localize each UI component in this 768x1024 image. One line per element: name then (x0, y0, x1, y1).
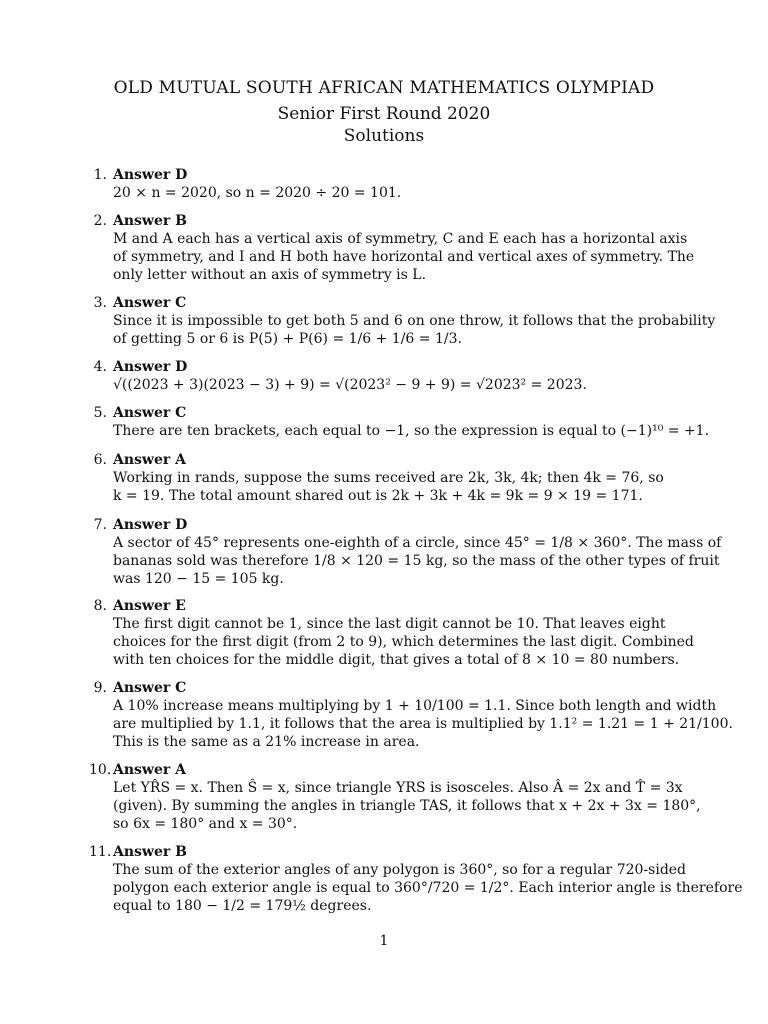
document-title: OLD MUTUAL SOUTH AFRICAN MATHEMATICS OLYMPIAD (113, 78, 655, 98)
explanation-line: 20 × n = 2020, so n = 2020 ÷ 20 = 101. (113, 185, 402, 201)
answer-label: Answer B (113, 844, 187, 860)
answer-label: Answer D (113, 167, 188, 183)
answer-explanation (113, 697, 733, 751)
page-number: 1 (379, 933, 389, 949)
answer-explanation (113, 230, 695, 284)
explanation-line: polygon each exterior angle is equal to 360°/720 = 1/2°. Each interior angle is therefore (113, 880, 743, 896)
explanation-line: bananas sold was therefore 1/8 × 120 = 15 kg, so the mass of the other types of fruit (113, 553, 720, 569)
explanation-line: only letter without an axis of symmetry is L. (113, 267, 427, 283)
explanation-line: are multiplied by 1.1, it follows that the area is multiplied by 1.1² = 1.21 = 1 + 21/100. (113, 716, 733, 732)
explanation-line: This is the same as a 21% increase in area. (113, 734, 420, 750)
item-number: 1. (93, 167, 107, 183)
explanation-line: A sector of 45° represents one-eighth of a circle, since 45° = 1/8 × 360°. The mass of (113, 535, 722, 551)
answer-label: Answer A (113, 452, 186, 468)
explanation-line: The sum of the exterior angles of any polygon is 360°, so for a regular 720-sided (113, 862, 687, 878)
answer-explanation (113, 312, 716, 348)
answer-explanation (113, 376, 661, 394)
item-number: 5. (93, 405, 107, 421)
explanation-line: choices for the first digit (from 2 to 9), which determines the last digit. Combined (113, 634, 694, 650)
explanation-line: of getting 5 or 6 is P(5) + P(6) = 1/6 + 1/6 = 1/3. (113, 331, 462, 347)
item-number: 11. (89, 844, 112, 860)
answer-label: Answer A (113, 762, 186, 778)
answer-label: Answer E (113, 598, 186, 614)
explanation-line: was 120 − 15 = 105 kg. (113, 571, 284, 587)
explanation-line: √((2023 + 3)(2023 − 3) + 9) = √(2023² − 9 + 9) = √2023² = 2023. (113, 377, 587, 393)
answer-label: Answer B (113, 213, 187, 229)
answer-explanation (113, 422, 710, 440)
answer-label: Answer C (113, 405, 187, 421)
explanation-line: M and A each has a vertical axis of symmetry, C and E each has a horizontal axis (113, 231, 688, 247)
explanation-line: of symmetry, and I and H both have horizontal and vertical axes of symmetry. The (113, 249, 695, 265)
item-number: 4. (93, 359, 107, 375)
item-number: 2. (93, 213, 107, 229)
explanation-line: so 6x = 180° and x = 30°. (113, 816, 298, 832)
item-number: 7. (93, 517, 107, 533)
item-number: 6. (93, 452, 107, 468)
document-subtitle-solutions: Solutions (343, 126, 425, 146)
explanation-line: (given). By summing the angles in triangle TAS, it follows that x + 2x + 3x = 180°, (113, 798, 701, 814)
answer-explanation (113, 184, 661, 202)
explanation-line: Let YR̂S = x. Then Ŝ = x, since triangle YRS is isosceles. Also Â = 2x and T̂ = 3x (113, 780, 683, 796)
answer-label: Answer D (113, 359, 188, 375)
item-number: 8. (93, 598, 107, 614)
explanation-line: k = 19. The total amount shared out is 2k + 3k + 4k = 9k = 9 × 19 = 171. (113, 488, 643, 504)
explanation-line: with ten choices for the middle digit, that gives a total of 8 × 10 = 80 numbers. (113, 652, 680, 668)
answer-explanation (113, 469, 664, 505)
answer-label: Answer C (113, 295, 187, 311)
explanation-line: Since it is impossible to get both 5 and 6 on one throw, it follows that the probability (113, 313, 716, 329)
item-number: 9. (93, 680, 107, 696)
answer-explanation (113, 615, 694, 669)
explanation-line: Working in rands, suppose the sums received are 2k, 3k, 4k; then 4k = 76, so (113, 470, 664, 486)
item-number: 3. (93, 295, 107, 311)
explanation-line: equal to 180 − 1/2 = 179½ degrees. (113, 898, 372, 914)
answer-explanation (113, 861, 743, 915)
explanation-line: A 10% increase means multiplying by 1 + 10/100 = 1.1. Since both length and width (113, 698, 717, 714)
answer-explanation (113, 534, 722, 588)
answer-explanation (113, 779, 701, 833)
document-subtitle: Senior First Round 2020 (277, 104, 491, 124)
answer-label: Answer C (113, 680, 187, 696)
explanation-line: The first digit cannot be 1, since the last digit cannot be 10. That leaves eight (113, 616, 666, 632)
explanation-line: There are ten brackets, each equal to −1, so the expression is equal to (−1)¹⁰ = +1. (113, 423, 710, 439)
answer-label: Answer D (113, 517, 188, 533)
item-number: 10. (89, 762, 112, 778)
